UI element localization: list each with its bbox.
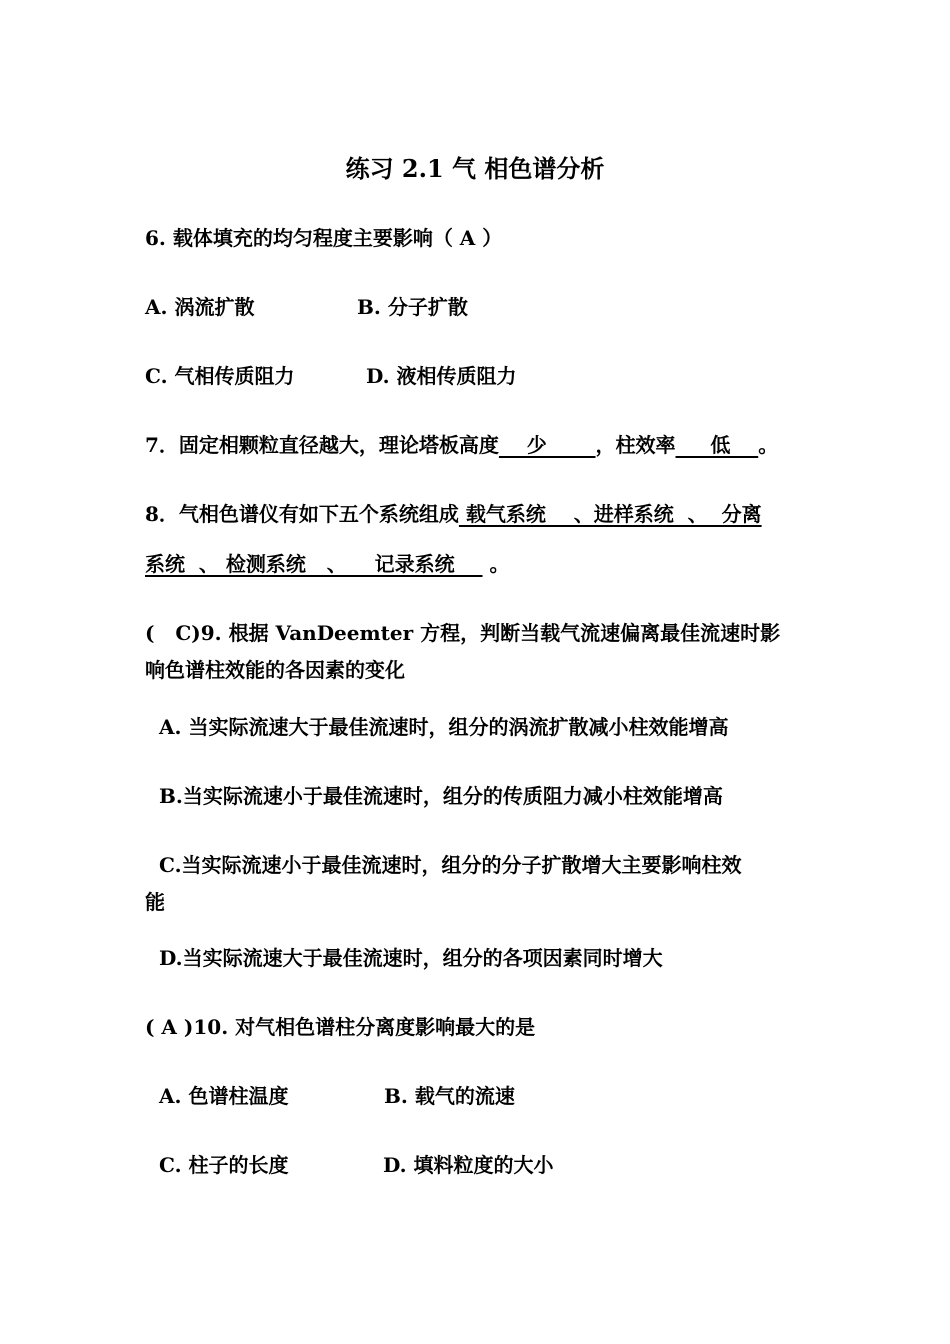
question-9-option-c-line-1: C.当实际流速小于最佳流速时，组分的分子扩散增大主要影响柱效 — [159, 853, 742, 877]
question-10-option-d: D. 填料粒度的大小 — [383, 1153, 554, 1177]
question-7 — [145, 431, 778, 459]
question-7-answer-2: 低 — [675, 433, 759, 457]
question-9-stem-line-2: 响色谱柱效能的各因素的变化 — [145, 658, 405, 682]
question-8-answer-line-1: 载气系统 、进样系统 、 分离 — [458, 502, 762, 526]
question-10-stem: ( A )10. 对气相色谱柱分离度影响最大的是 — [145, 1015, 536, 1039]
question-6-option-d: D. 液相传质阻力 — [366, 364, 517, 388]
question-9-option-c-line-2: 能 — [145, 890, 165, 914]
question-8-answer-line-2: 系统 、 检测系统 、 记录系统 — [145, 552, 483, 576]
question-9-option-b: B.当实际流速小于最佳流速时，组分的传质阻力减小柱效能增高 — [159, 784, 723, 808]
question-8-suffix: 。 — [482, 552, 510, 576]
question-7-middle: ，柱效率 — [595, 433, 676, 457]
question-8-prefix: 8．气相色谱仪有如下五个系统组成 — [145, 502, 459, 526]
question-10-option-c: C. 柱子的长度 — [159, 1153, 289, 1177]
question-7-prefix: 7．固定相颗粒直径越大，理论塔板高度 — [145, 433, 499, 457]
question-9-stem-line-1: ( C)9. 根据 VanDeemter 方程，判断当载气流速偏离最佳流速时影 — [145, 621, 781, 645]
question-6-stem: 6. 载体填充的均匀程度主要影响（ A ） — [145, 226, 503, 250]
question-10-option-a: A. 色谱柱温度 — [159, 1084, 289, 1108]
question-6-option-b: B. 分子扩散 — [357, 295, 468, 319]
page-title: 练习 2.1 气 相色谱分析 — [345, 154, 605, 183]
question-6-option-c: C. 气相传质阻力 — [145, 364, 295, 388]
question-10-option-b: B. 载气的流速 — [384, 1084, 515, 1108]
question-6-option-a: A. 涡流扩散 — [145, 295, 255, 319]
question-8-line-2 — [145, 550, 509, 578]
question-9-option-d: D.当实际流速大于最佳流速时，组分的各项因素同时增大 — [159, 946, 663, 970]
question-7-suffix: 。 — [758, 433, 779, 457]
question-7-answer-1: 少 — [498, 433, 596, 457]
question-9-option-a: A. 当实际流速大于最佳流速时，组分的涡流扩散减小柱效能增高 — [159, 715, 729, 739]
question-8-line-1 — [145, 500, 762, 528]
